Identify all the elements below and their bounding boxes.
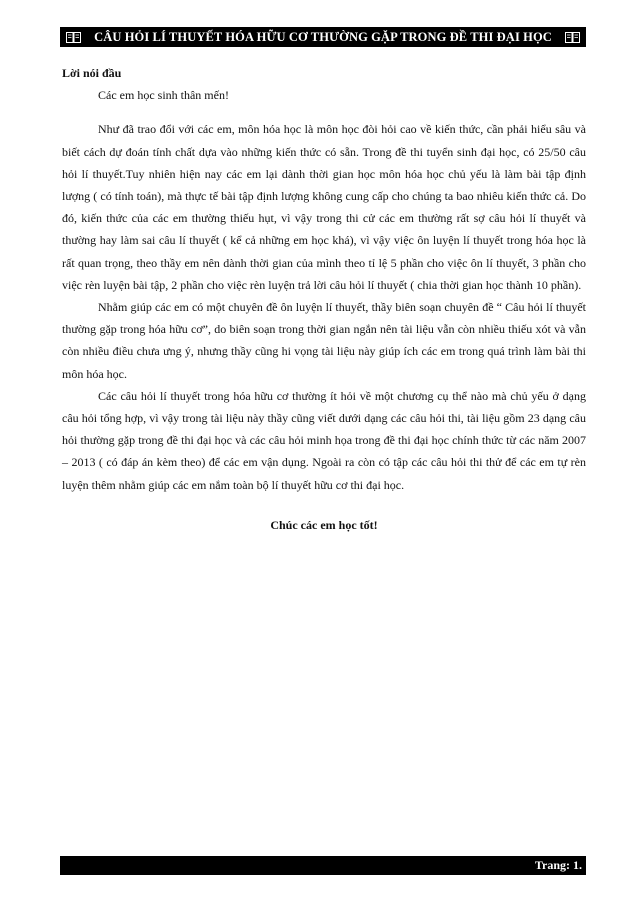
paragraph: Các câu hỏi lí thuyết trong hóa hữu cơ thường ít hỏi về một chương cụ thể nào mà chủ yếu ở dạng câu hỏi tổng hợp, vì vậy trong tài liệu này thầy cũng viết dưới dạng các câu hỏi thi, tài liệu gồm 23 dạng câu hỏi thường gặp trong đề thi đại học và các câu hỏi minh họa trong đề thi đại học chính thức từ các năm 2007 – 2013 ( có đáp án kèm theo) để các em vận dụng. Ngoài ra còn có tập các câu hỏi thi thử để các em tự rèn luyện thêm nhằm giúp các em nắm toàn bộ lí thuyết hữu cơ thi đại học. bbox=[62, 388, 586, 492]
book-icon bbox=[565, 32, 580, 43]
page-number: Trang: 1. bbox=[534, 858, 582, 872]
page-header bbox=[60, 27, 586, 47]
greeting: Các em học sinh thân mến! bbox=[98, 88, 229, 103]
paragraph: Như đã trao đổi với các em, môn hóa học là môn học đòi hỏi cao về kiến thức, cần phải hiểu sâu và biết cách dự đoán tính chất dựa vào những kiến thức có sẵn. Trong đề thi tuyển sinh đại học, có 25/50 câu hỏi lí thuyết.Tuy nhiên hiện nay các em lại dành thời gian học môn hóa học chủ yếu là làm bài tập định lượng ( có tính toán), mà thực tế bài tập định lượng không cung cấp cho chúng ta bao nhiêu kiến thức cả. Do đó, kiến thức của các em thường thiếu hụt, vì vậy trong thi cử các em thường rất sợ câu hỏi lí thuyết và thường hay làm sai câu lí thuyết ( kể cả những em học khá), vì vậy việc ôn luyện lí thuyết trong hóa học là rất quan trọng, theo thầy em nên dành thời gian của mình theo tỉ lệ 5 phần cho việc ôn lí thuyết, 3 phần cho việc rèn luyện bài tập, 2 phần cho việc rèn luyện trả lời câu hỏi lí thuyết ( chia thời gian học thành 10 phần). bbox=[62, 122, 586, 292]
paragraph: Nhằm giúp các em có một chuyên đề ôn luyện lí thuyết, thầy biên soạn chuyên đề “ Câu hỏi lí thuyết thường gặp trong hóa hữu cơ”, do biên soạn trong thời gian ngắn nên tài liệu vẫn còn nhiều thiếu xót và vẫn còn nhiều điều chưa ưng ý, nhưng thầy cũng hi vọng tài liệu này giúp ích các em trong quá trình làm bài thi môn hóa học. bbox=[62, 300, 586, 381]
closing-line: Chúc các em học tốt! bbox=[270, 517, 378, 532]
header-title: CÂU HỎI LÍ THUYẾT HÓA HỮU CƠ THƯỜNG GẶP TRONG ĐỀ THI ĐẠI HỌC bbox=[94, 29, 552, 44]
page-footer bbox=[60, 856, 586, 875]
section-heading: Lời nói đầu bbox=[62, 66, 122, 80]
document-body bbox=[62, 62, 586, 536]
book-icon bbox=[66, 32, 81, 43]
